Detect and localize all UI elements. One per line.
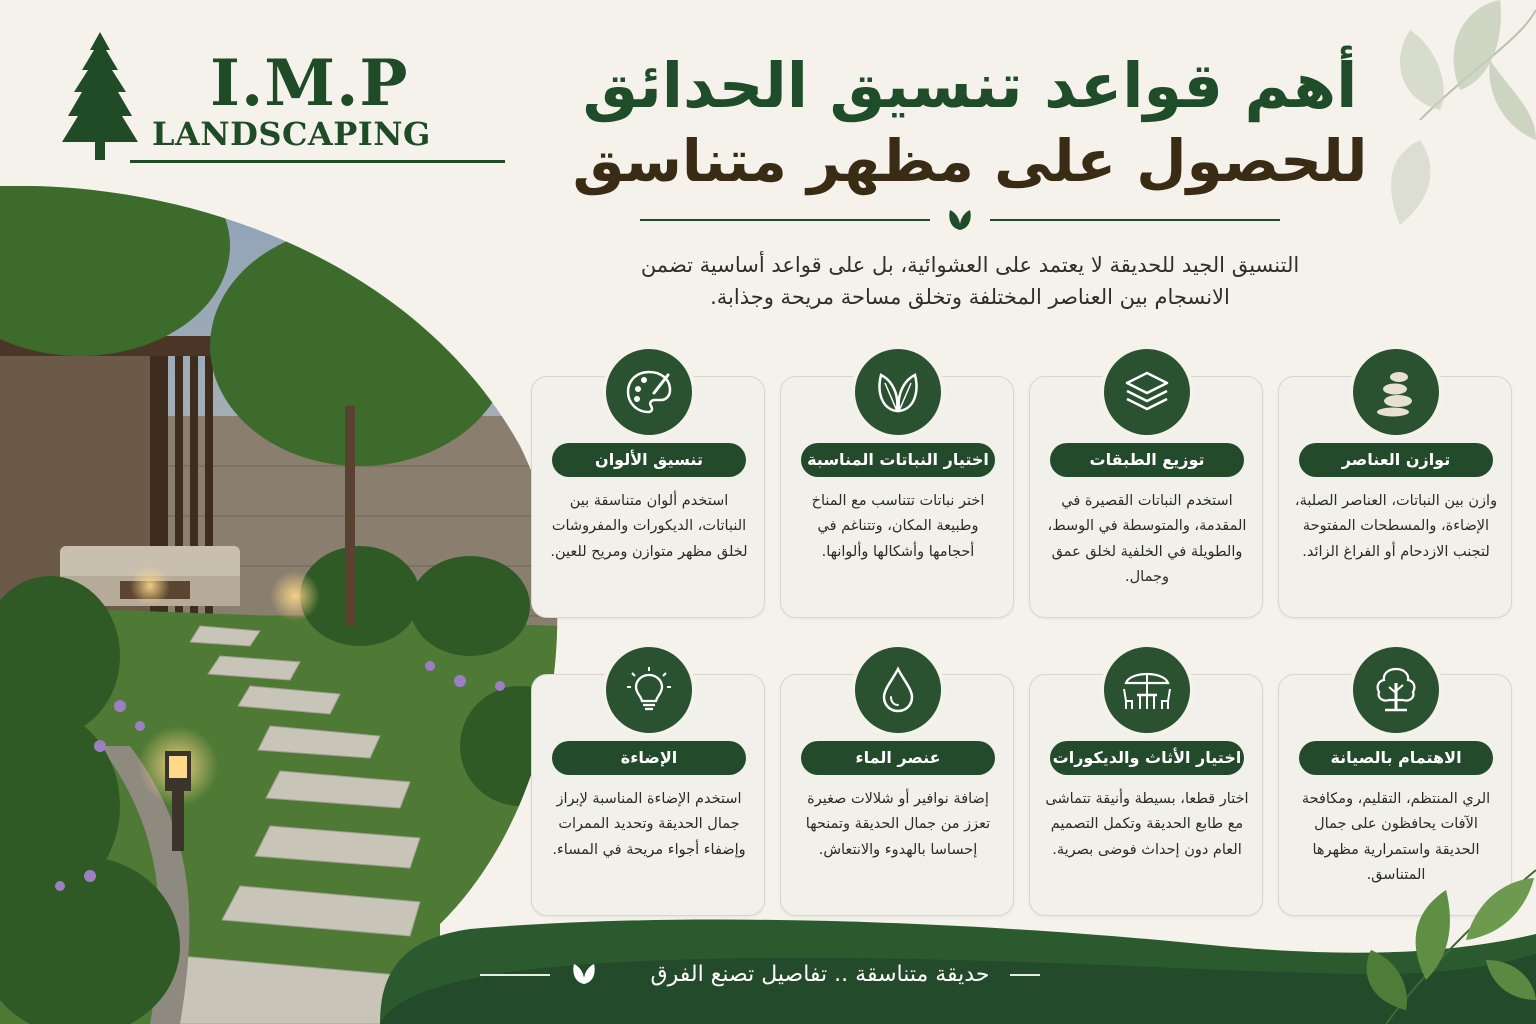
card-description: اختار قطعا، بسيطة وأنيقة تتماشى مع طابع الحديقة وتكمل التصميم العام دون إحداث فوضى بصرية. bbox=[1045, 791, 1249, 858]
card-description: إضافة نوافير أو شلالات صغيرة تعزز من جمال الحديقة وتمنحها إحساسا بالهدوء والانتعاش. bbox=[805, 791, 991, 858]
card-plant-selection bbox=[780, 376, 1014, 618]
palette-icon bbox=[624, 367, 674, 417]
leaves-footer-icon bbox=[570, 962, 598, 986]
leaves-divider-icon bbox=[946, 208, 974, 232]
card-title: الإضاءة bbox=[552, 741, 746, 775]
footer-tagline bbox=[480, 960, 1040, 990]
company-logo bbox=[60, 30, 460, 170]
leaves-icon bbox=[873, 367, 923, 417]
card-icon-circle bbox=[1349, 643, 1443, 737]
card-title: اختيار الأثاث والديكورات bbox=[1050, 741, 1244, 775]
card-title: توزيع الطبقات bbox=[1050, 443, 1244, 477]
card-color-coordination bbox=[531, 376, 765, 618]
layers-icon bbox=[1122, 367, 1172, 417]
card-title: عنصر الماء bbox=[801, 741, 995, 775]
card-icon-circle bbox=[1100, 345, 1194, 439]
tagline-line-left bbox=[480, 974, 550, 976]
card-icon-circle bbox=[851, 345, 945, 439]
card-icon-circle bbox=[1100, 643, 1194, 737]
card-description: استخدم النباتات القصيرة في المقدمة، والمتوسطة في الوسط، والطويلة في الخلفية لخلق عمق وجمال. bbox=[1047, 493, 1247, 586]
umbrella-table-icon bbox=[1120, 665, 1174, 715]
intro-paragraph: التنسيق الجيد للحديقة لا يعتمد على العشوائية، بل على قواعد أساسية تضمن الانسجام بين العناصر المختلفة وتخلق مساحة مريحة وجذابة. bbox=[640, 253, 1300, 309]
card-lighting bbox=[531, 674, 765, 916]
divider-line-left bbox=[640, 219, 930, 221]
tree-icon bbox=[1371, 665, 1421, 715]
tagline-line-right bbox=[1010, 974, 1040, 976]
card-water-element bbox=[780, 674, 1014, 916]
page-title: أهم قواعد تنسيق الحدائق bbox=[582, 49, 1358, 122]
logo-underline bbox=[130, 160, 505, 163]
card-description: الري المنتظم، التقليم، ومكافحة الآفات يحافظون على جمال الحديقة واستمرارية مظهرها المتناسق. bbox=[1301, 791, 1491, 884]
leaf-decoration-bottom bbox=[1366, 830, 1536, 1024]
card-description: استخدم ألوان متناسقة بين النباتات، الديكورات والمفروشات لخلق مظهر متوازن ومريح للعين. bbox=[550, 493, 748, 560]
garden-photo bbox=[0, 186, 560, 1024]
card-icon-circle bbox=[1349, 345, 1443, 439]
card-description: اختر نباتات تتناسب مع المناخ وطبيعة المكان، وتتناغم في أحجامها وأشكالها وألوانها. bbox=[811, 493, 985, 560]
card-icon-circle bbox=[602, 345, 696, 439]
pine-tree-icon bbox=[60, 30, 140, 165]
brand-subtitle: LANDSCAPING bbox=[152, 115, 431, 153]
card-title: الاهتمام بالصيانة bbox=[1299, 741, 1493, 775]
title-divider bbox=[640, 208, 1280, 232]
card-element-balance bbox=[1278, 376, 1512, 618]
water-drop-icon bbox=[873, 665, 923, 715]
card-title: اختيار النباتات المناسبة bbox=[801, 443, 995, 477]
card-layer-distribution bbox=[1029, 376, 1263, 618]
card-title: تنسيق الألوان bbox=[552, 443, 746, 477]
lightbulb-icon bbox=[624, 665, 674, 715]
brand-name: I.M.P bbox=[210, 46, 409, 121]
card-icon-circle bbox=[602, 643, 696, 737]
card-description: استخدم الإضاءة المناسبة لإبراز جمال الحديقة وتحديد الممرات وإضفاء أجواء مريحة في المساء. bbox=[552, 791, 746, 858]
page-subtitle: للحصول على مظهر متناسق bbox=[572, 127, 1368, 195]
card-title: توازن العناصر bbox=[1299, 443, 1493, 477]
balance-stones-icon bbox=[1371, 367, 1421, 417]
card-description: وازن بين النباتات، العناصر الصلبة، الإضاءة، والمسطحات المفتوحة لتجنب الازدحام أو الفراغ الزائد. bbox=[1294, 493, 1498, 560]
card-icon-circle bbox=[851, 643, 945, 737]
divider-line-right bbox=[990, 219, 1280, 221]
tagline-text: حديقة متناسقة .. تفاصيل تصنع الفرق bbox=[650, 962, 990, 987]
card-furniture bbox=[1029, 674, 1263, 916]
leaf-decoration-top bbox=[1380, 0, 1536, 230]
